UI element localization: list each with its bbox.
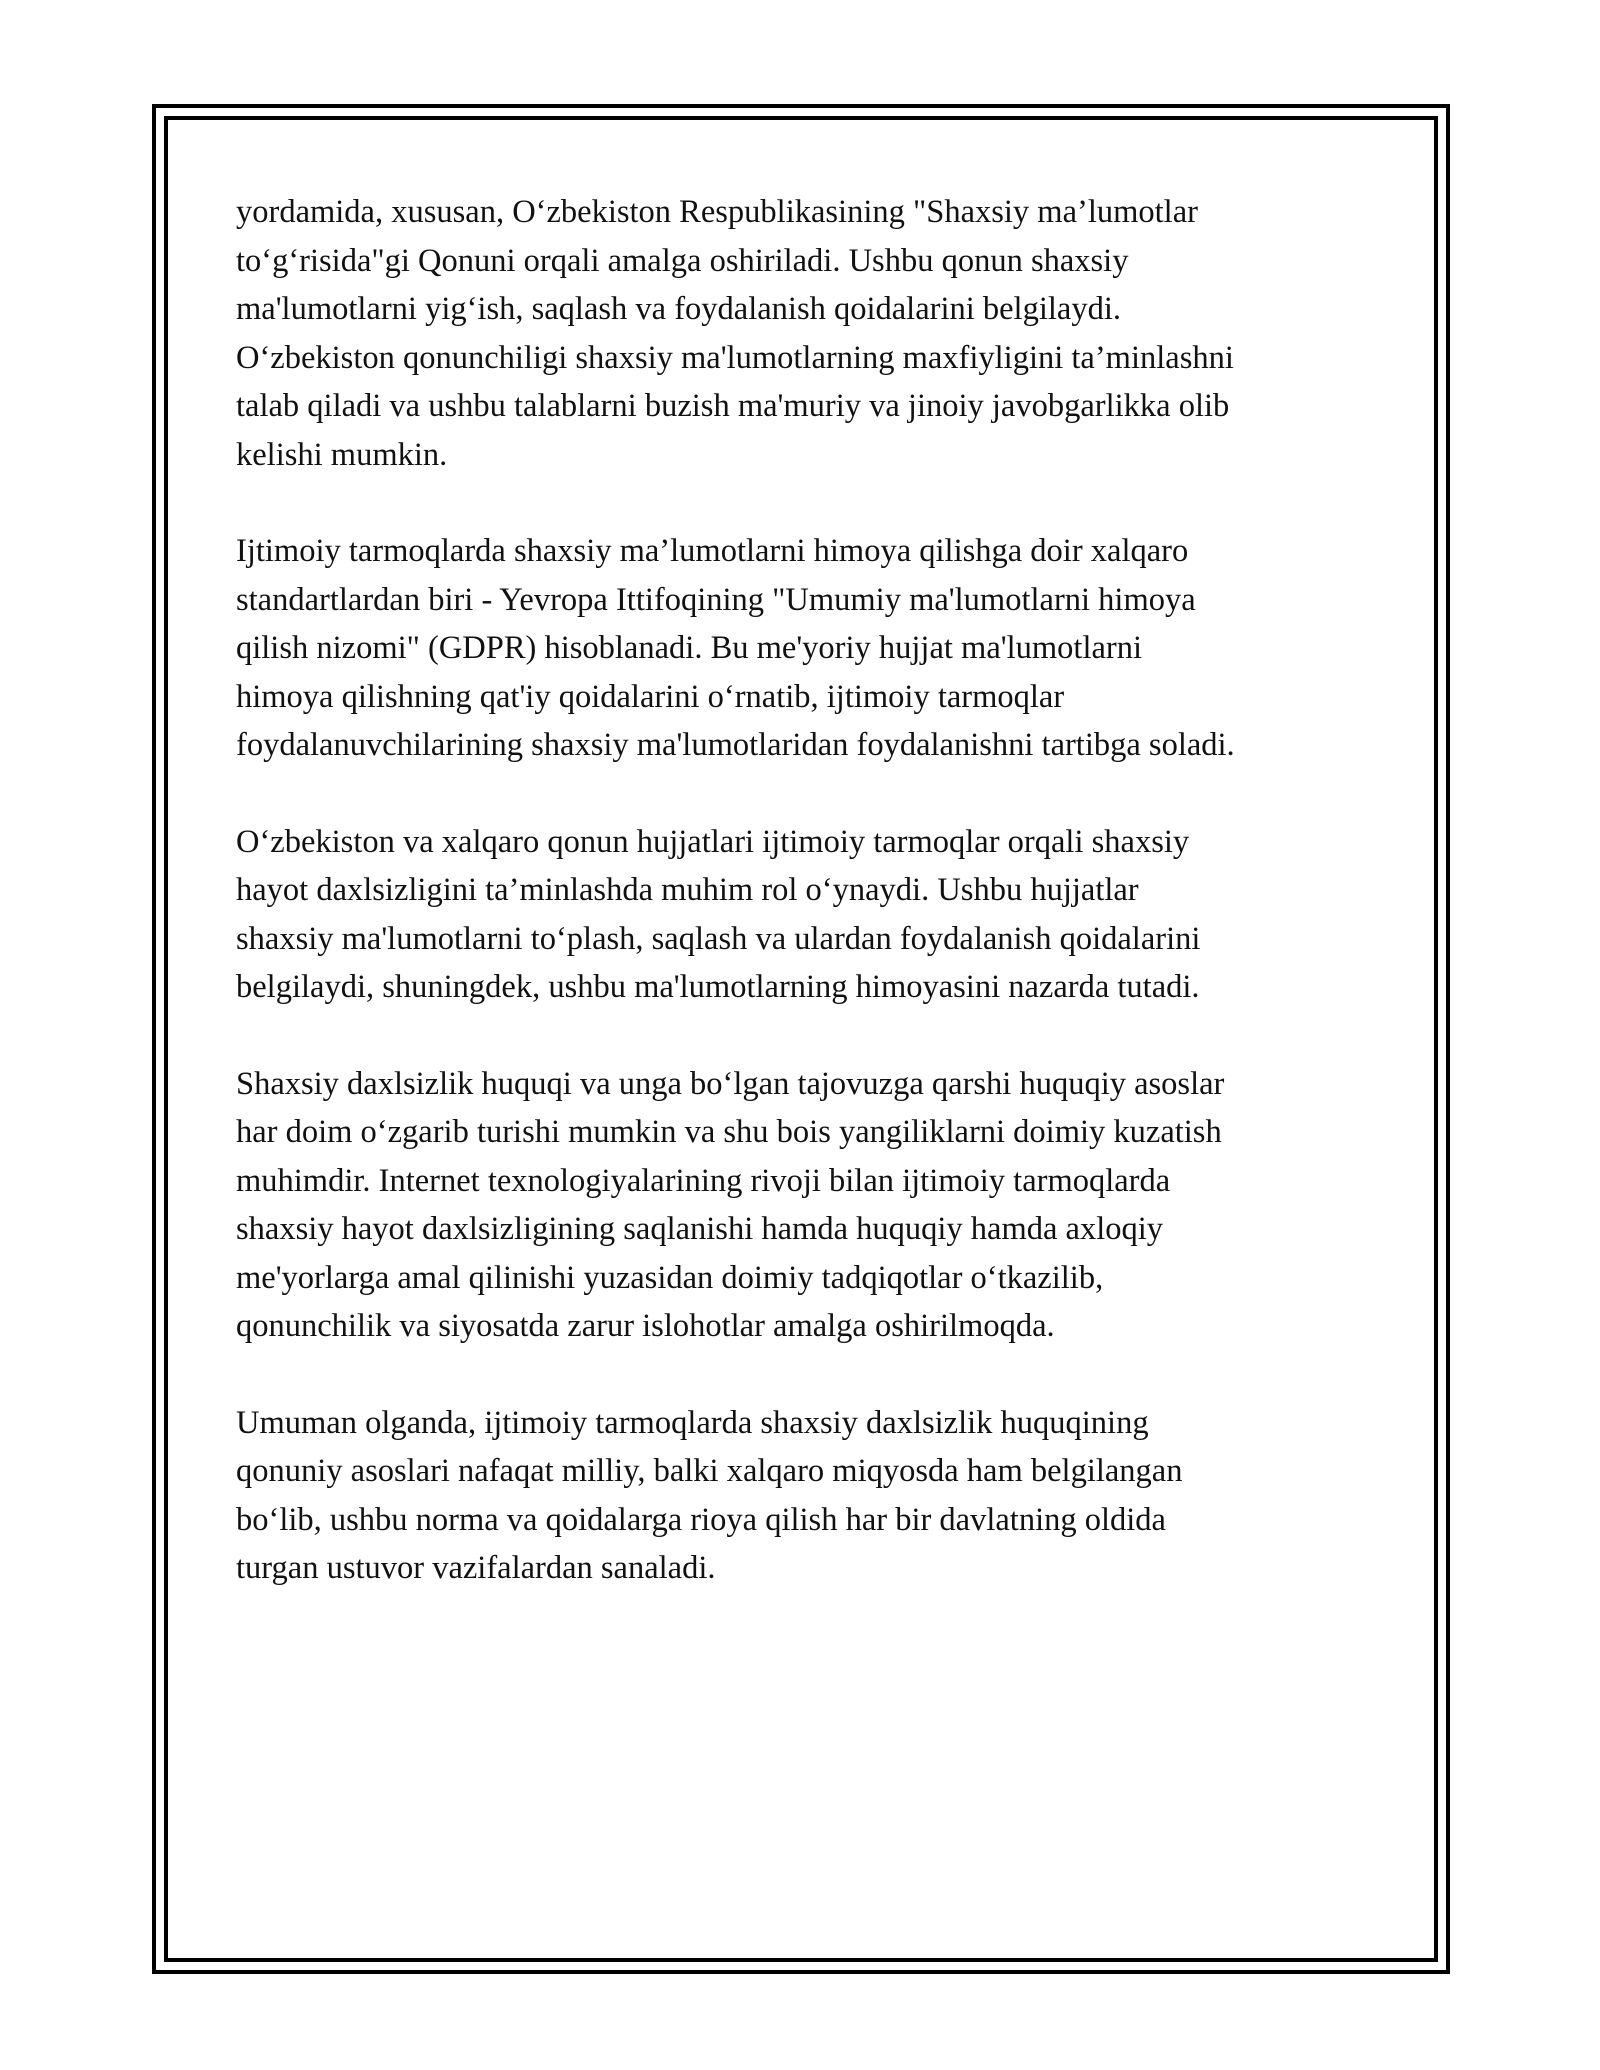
paragraph-1: yordamida, xususan, O‘zbekiston Respublikasining "Shaxsiy ma’lumotlar to‘g‘risida"gi Qonuni orqali amalga oshiriladi. Ushbu qonun shaxsiy ma'lumotlarni yig‘ish, saqlash va foydalanish qoidalarini belgilaydi. O‘zbekiston qonunchiligi shaxsiy ma'lumotlarning maxfiyligini ta’minlashni talab qiladi va ushbu talablarni buzish ma'muriy va jinoiy javobgarlikka olib kelishi mumkin. <box>236 194 1234 473</box>
document-body <box>236 188 1386 1641</box>
paragraph-4: Shaxsiy daxlsizlik huquqi va unga bo‘lgan tajovuzga qarshi huquqiy asoslar har doim o‘zgarib turishi mumkin va shu bois yangiliklarni doimiy kuzatish muhimdir. Internet texnologiyalarining rivoji bilan ijtimoiy tarmoqlarda shaxsiy hayot daxlsizligining saqlanishi hamda huquqiy hamda axloqiy me'yorlarga amal qilinishi yuzasidan doimiy tadqiqotlar o‘tkazilib, qonunchilik va siyosatda zarur islohotlar amalga oshirilmoqda. <box>236 1065 1225 1344</box>
paragraph-2: Ijtimoiy tarmoqlarda shaxsiy ma’lumotlarni himoya qilishga doir xalqaro standartlardan biri - Yevropa Ittifoqining "Umumiy ma'lumotlarni himoya qilish nizomi" (GDPR) hisoblanadi. Bu me'yoriy hujjat ma'lumotlarni himoya qilishning qat'iy qoidalarini o‘rnatib, ijtimoiy tarmoqlar foydalanuvchilarining shaxsiy ma'lumotlaridan foydalanishni tartibga soladi. <box>236 533 1235 763</box>
paragraph-5: Umuman olganda, ijtimoiy tarmoqlarda shaxsiy daxlsizlik huquqining qonuniy asoslari nafaqat milliy, balki xalqaro miqyosda ham belgilangan bo‘lib, ushbu norma va qoidalarga rioya qilish har bir davlatning oldida turgan ustuvor vazifalardan sanaladi. <box>236 1404 1183 1586</box>
paragraph-3: O‘zbekiston va xalqaro qonun hujjatlari ijtimoiy tarmoqlar orqali shaxsiy hayot daxlsizligini ta’minlashda muhim rol o‘ynaydi. Ushbu hujjatlar shaxsiy ma'lumotlarni to‘plash, saqlash va ulardan foydalanish qoidalarini belgilaydi, shuningdek, ushbu ma'lumotlarning himoyasini nazarda tutadi. <box>236 823 1201 1005</box>
